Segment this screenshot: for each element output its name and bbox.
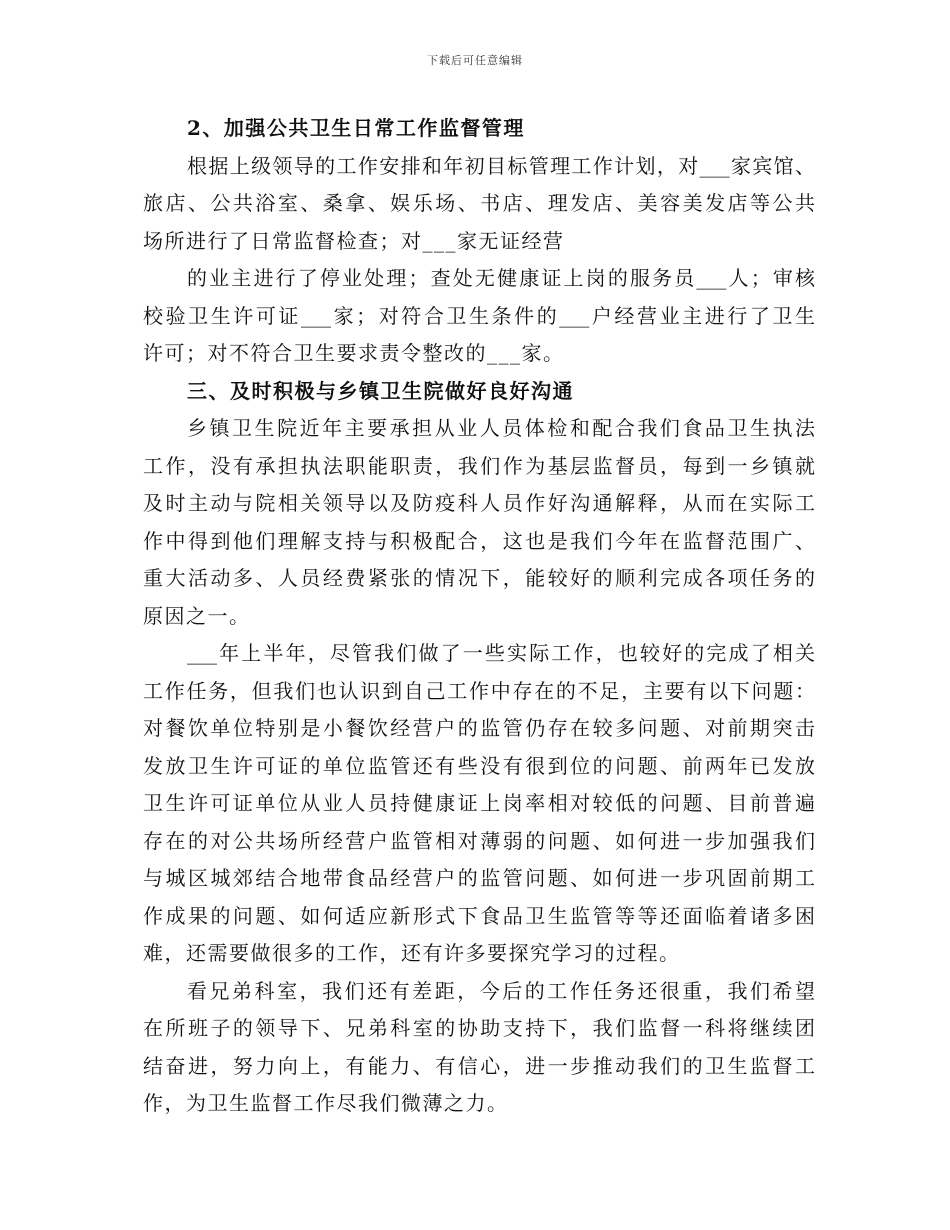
text-line: 卫生许可证单位从业人员持健康证上岗率相对较低的问题、目前普遍 xyxy=(143,791,815,815)
document-body xyxy=(143,110,815,1123)
section-heading: 三、及时积极与乡镇卫生院做好良好沟通 xyxy=(187,378,574,403)
text-line: 许可；对不符合卫生要求责令整改的___家。 xyxy=(143,341,565,365)
text-line: 在所班子的领导下、兄弟科室的协助支持下，我们监督一科将继续团 xyxy=(143,1016,815,1040)
text-line: ___年上半年，尽管我们做了一些实际工作，也较好的完成了相关 xyxy=(187,641,815,665)
section-heading: 2、加强公共卫生日常工作监督管理 xyxy=(187,116,525,140)
text-line: 与城区城郊结合地带食品经营户的监管问题、如何进一步巩固前期工 xyxy=(143,866,815,890)
text-line: 原因之一。 xyxy=(143,603,251,628)
text-line: 存在的对公共场所经营户监管相对薄弱的问题、如何进一步加强我们 xyxy=(143,828,815,853)
text-line: 旅店、公共浴室、桑拿、娱乐场、书店、理发店、美容美发店等公共 xyxy=(143,191,815,215)
text-line: 难，还需要做很多的工作，还有许多要探究学习的过程。 xyxy=(143,941,681,965)
text-line: 工作，没有承担执法职能职责，我们作为基层监督员，每到一乡镇就 xyxy=(143,453,815,478)
text-line: 重大活动多、人员经费紧张的情况下，能较好的顺利完成各项任务的 xyxy=(143,566,815,590)
text-line: 作成果的问题、如何适应新形式下食品卫生监管等等还面临着诸多困 xyxy=(143,903,815,928)
page-header: 下载后可任意编辑 xyxy=(427,54,523,67)
text-line: 对餐饮单位特别是小餐饮经营户的监管仍存在较多问题、对前期突击 xyxy=(143,716,815,740)
text-line: 的业主进行了停业处理；查处无健康证上岗的服务员___人；审核 xyxy=(187,266,815,290)
text-line: 根据上级领导的工作安排和年初目标管理工作计划，对___家宾馆、 xyxy=(187,153,815,178)
text-line: 作，为卫生监督工作尽我们微薄之力。 xyxy=(143,1091,509,1115)
text-line: 乡镇卫生院近年主要承担从业人员体检和配合我们食品卫生执法 xyxy=(187,416,815,440)
text-line: 看兄弟科室，我们还有差距，今后的工作任务还很重，我们希望 xyxy=(187,978,815,1003)
text-line: 工作任务，但我们也认识到自己工作中存在的不足，主要有以下问题： xyxy=(143,678,815,703)
text-line: 校验卫生许可证___家；对符合卫生条件的___户经营业主进行了卫生 xyxy=(143,303,815,328)
text-line: 及时主动与院相关领导以及防疫科人员作好沟通解释，从而在实际工 xyxy=(143,491,815,515)
text-line: 发放卫生许可证的单位监管还有些没有很到位的问题、前两年已发放 xyxy=(143,753,815,778)
text-line: 结奋进，努力向上，有能力、有信心，进一步推动我们的卫生监督工 xyxy=(143,1053,815,1078)
text-line: 场所进行了日常监督检查；对___家无证经营 xyxy=(143,228,565,253)
text-line: 作中得到他们理解支持与积极配合，这也是我们今年在监督范围广、 xyxy=(143,528,815,553)
